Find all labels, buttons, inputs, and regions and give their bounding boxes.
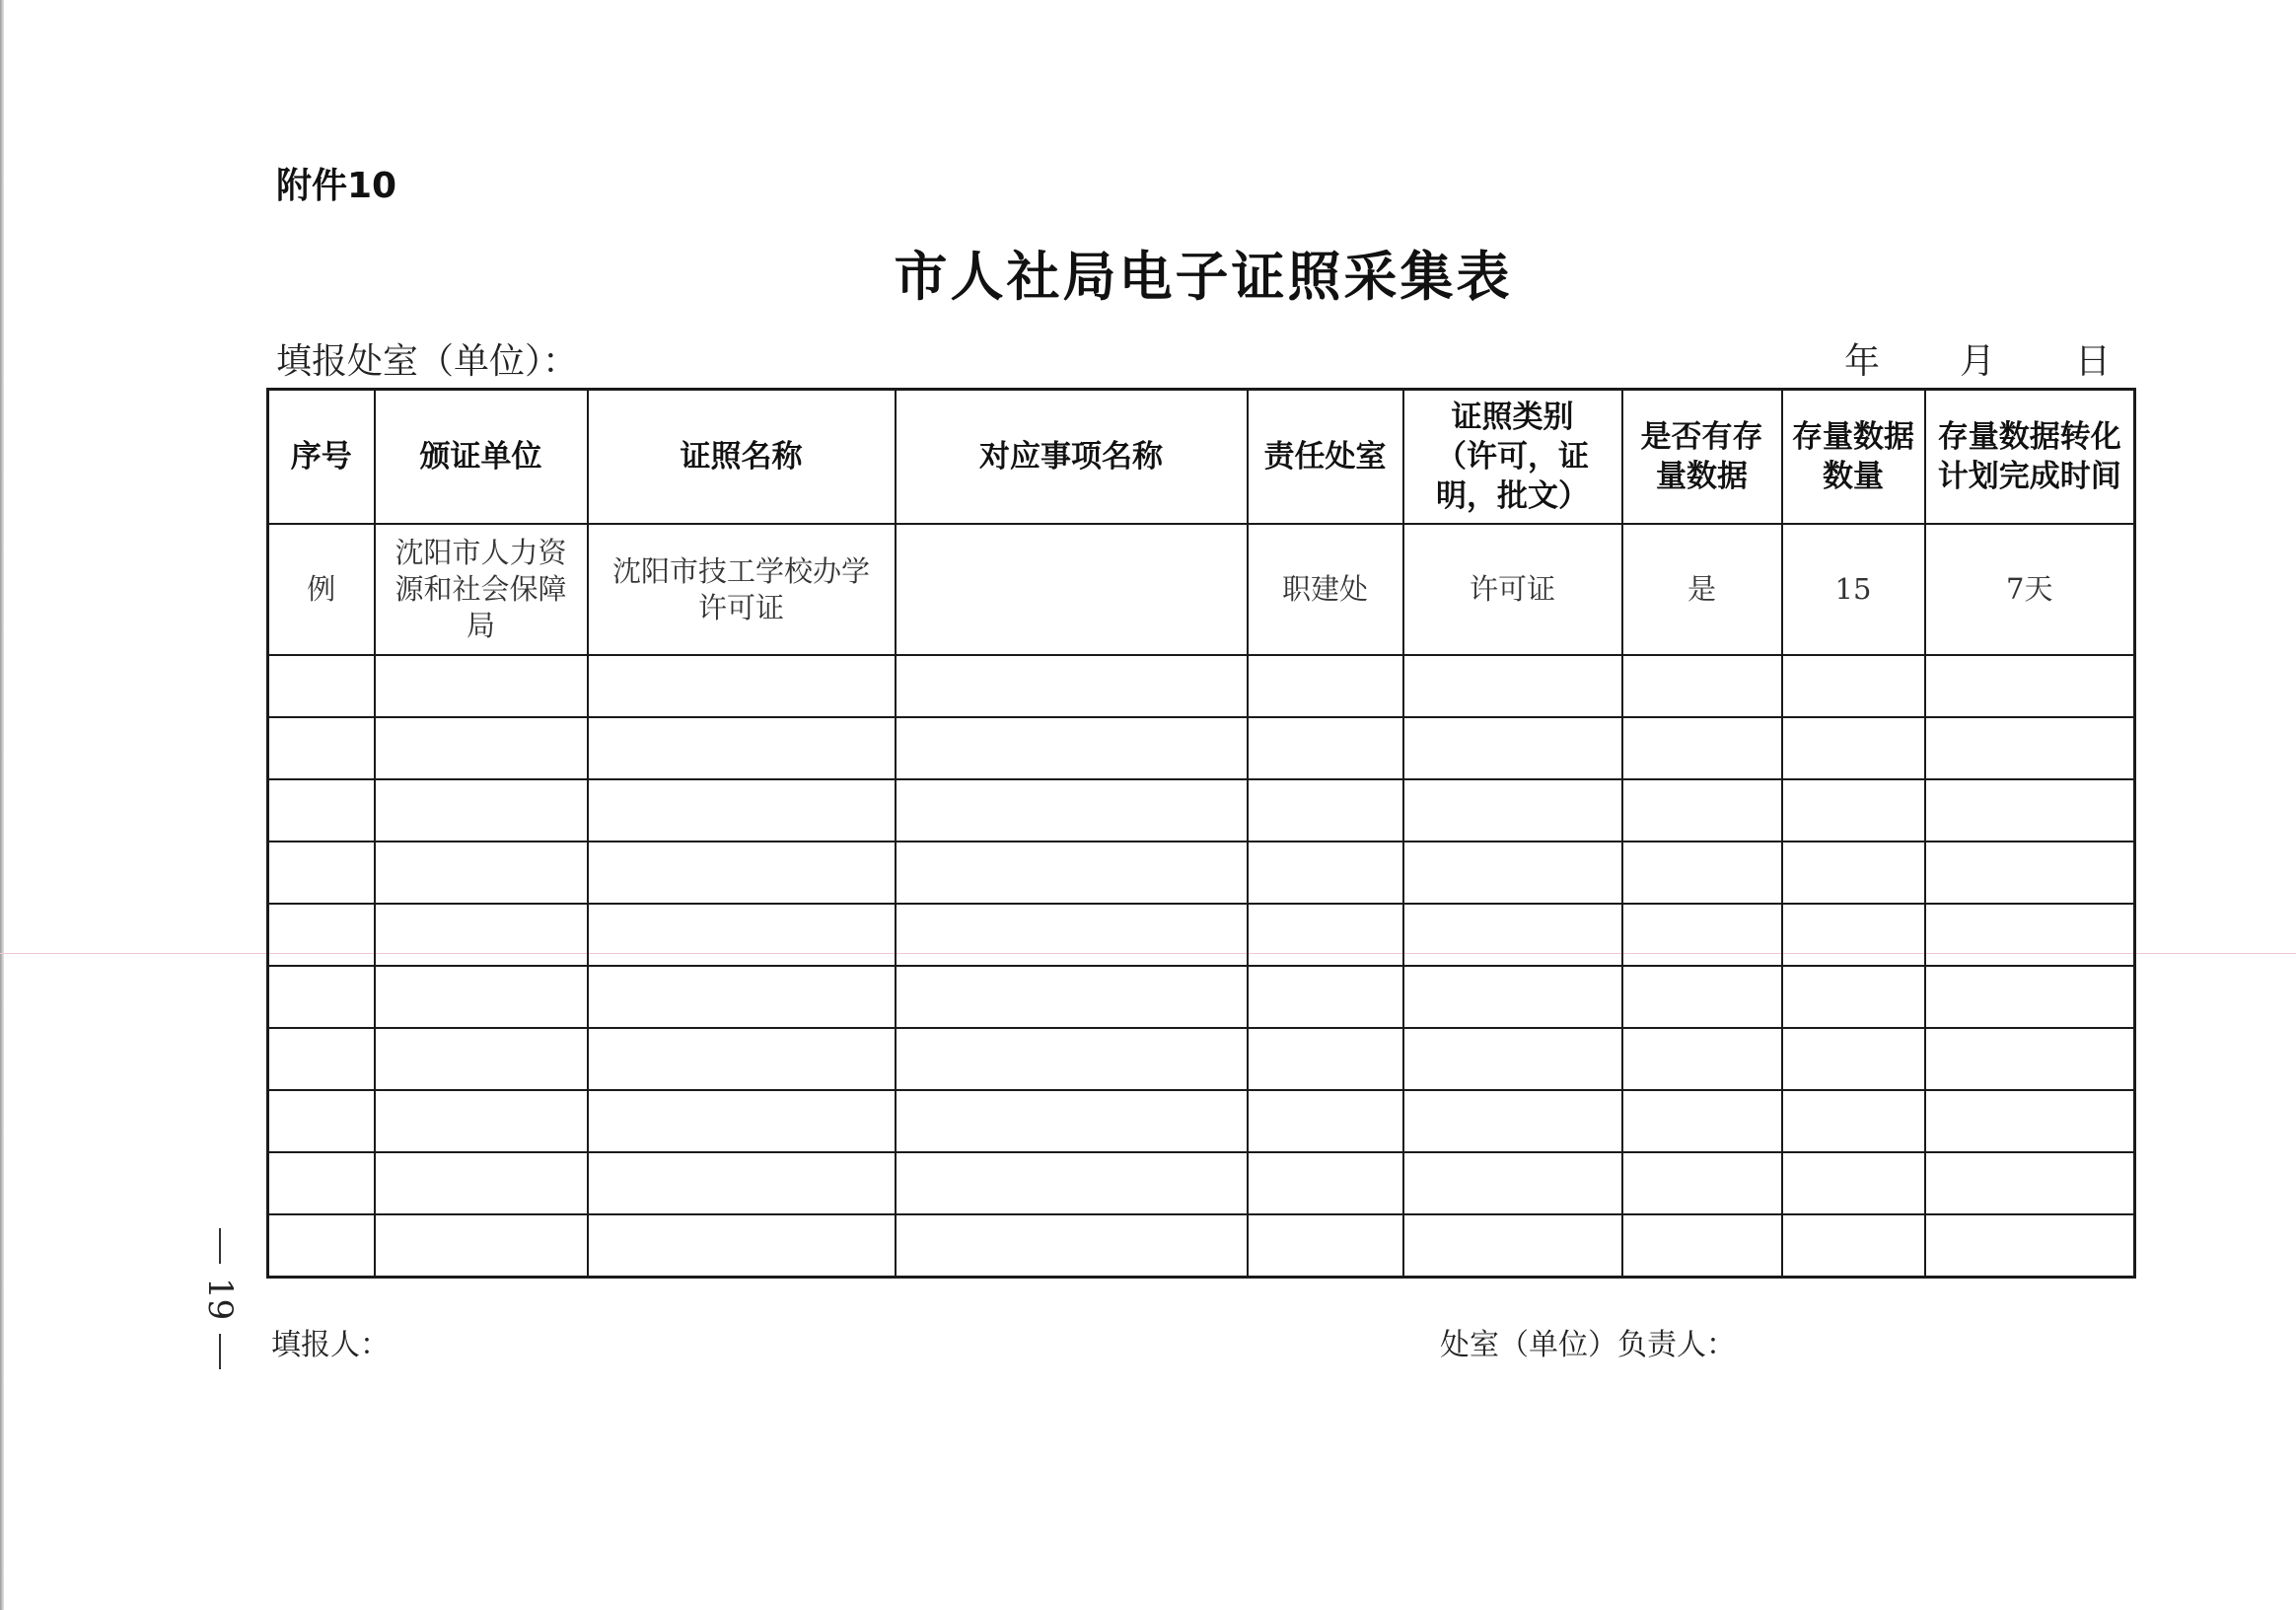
- table-cell[interactable]: [1925, 1090, 2135, 1152]
- table-cell[interactable]: [1925, 655, 2135, 717]
- table-cell[interactable]: [1403, 779, 1622, 842]
- table-cell[interactable]: [1248, 842, 1403, 904]
- table-cell[interactable]: [1248, 655, 1403, 717]
- table-cell[interactable]: [375, 717, 588, 779]
- table-row-blank: [268, 1028, 2135, 1090]
- table-cell[interactable]: [1622, 1090, 1782, 1152]
- table-cell[interactable]: [1248, 779, 1403, 842]
- table-cell[interactable]: [1403, 966, 1622, 1028]
- header-certificate-name: 证照名称: [588, 390, 896, 525]
- table-cell[interactable]: [1622, 842, 1782, 904]
- table-cell[interactable]: [1925, 779, 2135, 842]
- table-cell[interactable]: [588, 966, 896, 1028]
- table-cell[interactable]: [588, 1214, 896, 1278]
- table-cell[interactable]: [588, 1090, 896, 1152]
- table-cell[interactable]: [896, 779, 1248, 842]
- table-cell[interactable]: [588, 842, 896, 904]
- table-cell[interactable]: [1622, 779, 1782, 842]
- table-cell[interactable]: [375, 842, 588, 904]
- date-day-label: 日: [2074, 341, 2111, 382]
- table-cell[interactable]: [1925, 717, 2135, 779]
- table-cell[interactable]: [375, 1152, 588, 1214]
- page-number: [195, 1228, 245, 1386]
- attachment-label: 附件10: [276, 166, 397, 206]
- table-cell[interactable]: [268, 1214, 375, 1278]
- example-matter-name: [896, 524, 1248, 655]
- table-row-blank: [268, 779, 2135, 842]
- date-month-label: 月: [1959, 341, 1995, 382]
- header-has-stock-data: 是否有存量数据: [1622, 390, 1782, 525]
- table-cell[interactable]: [1248, 1090, 1403, 1152]
- table-cell[interactable]: [1782, 779, 1925, 842]
- table-cell[interactable]: [1248, 904, 1403, 966]
- table-cell[interactable]: [1403, 1090, 1622, 1152]
- date-year-label: 年: [1844, 341, 1881, 382]
- header-stock-data-count: 存量数据数量: [1782, 390, 1925, 525]
- table-cell[interactable]: [1248, 966, 1403, 1028]
- date-field: [1844, 333, 2111, 384]
- table-cell[interactable]: [268, 1090, 375, 1152]
- header-matter-name: 对应事项名称: [896, 390, 1248, 525]
- table-cell[interactable]: [588, 779, 896, 842]
- table-row-blank: [268, 966, 2135, 1028]
- example-completion-time: 7天: [1925, 524, 2135, 655]
- table-cell[interactable]: [1622, 1028, 1782, 1090]
- header-certificate-type: 证照类别（许可，证明，批文）: [1403, 390, 1622, 525]
- certificate-collection-table: [266, 388, 2136, 1279]
- table-cell[interactable]: [1403, 1214, 1622, 1278]
- table-cell[interactable]: [896, 1214, 1248, 1278]
- table-cell[interactable]: [375, 1214, 588, 1278]
- example-stock-data-count: 15: [1782, 524, 1925, 655]
- table-cell[interactable]: [375, 1090, 588, 1152]
- table-cell[interactable]: [268, 966, 375, 1028]
- table-row-blank: [268, 1152, 2135, 1214]
- table-cell[interactable]: [1403, 1028, 1622, 1090]
- table-cell[interactable]: [1782, 1090, 1925, 1152]
- filler-signature-label: 填报人：: [271, 1328, 390, 1362]
- table-cell[interactable]: [588, 717, 896, 779]
- table-cell[interactable]: [268, 655, 375, 717]
- table-cell[interactable]: [268, 1028, 375, 1090]
- table-cell[interactable]: [896, 842, 1248, 904]
- table-cell[interactable]: [268, 1152, 375, 1214]
- responsible-person-label: 处室（单位）负责人：: [1440, 1328, 1736, 1362]
- table-cell[interactable]: [268, 779, 375, 842]
- table-cell[interactable]: [1403, 655, 1622, 717]
- table-cell[interactable]: [588, 1152, 896, 1214]
- example-certificate-name: 沈阳市技工学校办学许可证: [588, 524, 896, 655]
- table-cell[interactable]: [896, 966, 1248, 1028]
- table-cell[interactable]: [1782, 842, 1925, 904]
- page-number-dash-bottom: [219, 1334, 221, 1369]
- table-cell[interactable]: [268, 717, 375, 779]
- table-cell[interactable]: [375, 655, 588, 717]
- table-header-row: [268, 390, 2135, 525]
- table-cell[interactable]: [896, 1090, 1248, 1152]
- table-cell[interactable]: [268, 842, 375, 904]
- table-cell[interactable]: [588, 1028, 896, 1090]
- table-cell[interactable]: [896, 1028, 1248, 1090]
- header-responsible-office: 责任处室: [1248, 390, 1403, 525]
- table-row-example: [268, 524, 2135, 655]
- table-row-blank: [268, 1214, 2135, 1278]
- table-cell[interactable]: [375, 904, 588, 966]
- table-cell[interactable]: [1782, 655, 1925, 717]
- table-row-blank: [268, 717, 2135, 779]
- table-cell[interactable]: [1403, 842, 1622, 904]
- table-cell[interactable]: [268, 904, 375, 966]
- table-cell[interactable]: [1782, 904, 1925, 966]
- department-field-label: 填报处室（单位）：: [276, 341, 579, 382]
- table-cell[interactable]: [1925, 1214, 2135, 1278]
- example-has-stock-data: 是: [1622, 524, 1782, 655]
- table-row-blank: [268, 655, 2135, 717]
- table-cell[interactable]: [1403, 717, 1622, 779]
- table-cell[interactable]: [1248, 1028, 1403, 1090]
- example-serial: 例: [268, 524, 375, 655]
- example-issuing-unit: 沈阳市人力资源和社会保障局: [375, 524, 588, 655]
- table-cell[interactable]: [375, 1028, 588, 1090]
- table-cell[interactable]: [375, 779, 588, 842]
- table-cell[interactable]: [1782, 1152, 1925, 1214]
- header-conversion-completion-time: 存量数据转化计划完成时间: [1925, 390, 2135, 525]
- table-row-blank: [268, 1090, 2135, 1152]
- table-cell[interactable]: [1248, 1152, 1403, 1214]
- table-cell[interactable]: [1248, 717, 1403, 779]
- table-cell[interactable]: [1782, 717, 1925, 779]
- table-cell[interactable]: [1925, 842, 2135, 904]
- header-serial-number: 序号: [268, 390, 375, 525]
- page-number-dash-top: [219, 1228, 221, 1264]
- table-cell[interactable]: [896, 1152, 1248, 1214]
- table-cell[interactable]: [1622, 966, 1782, 1028]
- table-cell[interactable]: [1622, 1214, 1782, 1278]
- table-cell[interactable]: [375, 966, 588, 1028]
- table-cell[interactable]: [896, 655, 1248, 717]
- table-cell[interactable]: [1925, 966, 2135, 1028]
- table-cell[interactable]: [588, 655, 896, 717]
- table-cell[interactable]: [1782, 966, 1925, 1028]
- table-cell[interactable]: [1403, 904, 1622, 966]
- table-cell[interactable]: [1622, 904, 1782, 966]
- table-cell[interactable]: [1925, 1152, 2135, 1214]
- table-cell[interactable]: [588, 904, 896, 966]
- table-cell[interactable]: [1622, 717, 1782, 779]
- table-cell[interactable]: [1925, 1028, 2135, 1090]
- table-cell[interactable]: [896, 904, 1248, 966]
- example-responsible-office: 职建处: [1248, 524, 1403, 655]
- table-cell[interactable]: [1248, 1214, 1403, 1278]
- page-number-value: 19: [200, 1278, 240, 1321]
- table-cell[interactable]: [1403, 1152, 1622, 1214]
- table-cell[interactable]: [1782, 1028, 1925, 1090]
- table-cell[interactable]: [1925, 904, 2135, 966]
- table-row-blank: [268, 842, 2135, 904]
- table-cell[interactable]: [1622, 1152, 1782, 1214]
- table-cell[interactable]: [896, 717, 1248, 779]
- table-cell[interactable]: [1622, 655, 1782, 717]
- document-title: 市人社局电子证照采集表: [894, 245, 1513, 308]
- example-certificate-type: 许可证: [1403, 524, 1622, 655]
- table-row-blank: [268, 904, 2135, 966]
- table-cell[interactable]: [1782, 1214, 1925, 1278]
- header-issuing-unit: 颁证单位: [375, 390, 588, 525]
